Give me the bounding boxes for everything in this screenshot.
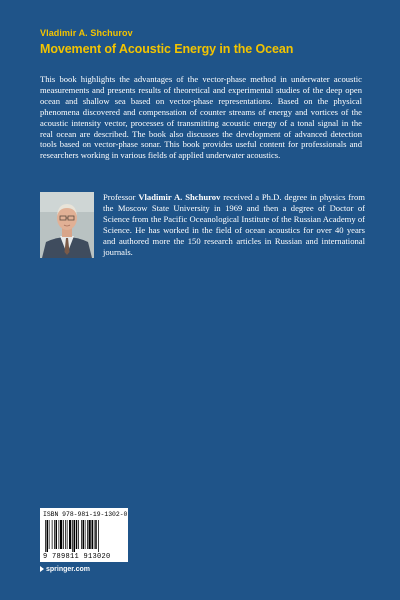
barcode-digits: 9 789811 913020	[43, 553, 111, 561]
publisher-website	[40, 566, 90, 573]
isbn-barcode	[40, 508, 128, 562]
book-description: This book highlights the advantages of the vector-phase method in underwater acoustic measurements and presents results of theoretical and experimental studies of the deep open ocean and shallow sea based on vector-phase representations. Based on the physical phenomena discovered and compensation of counter streams of energy and vortices of the acoustic intensity vector, processes of transmitting acoustic energy of a tonal signal in the real ocean are described. The book also discusses the development of advanced detection tools based on vector-phase sonar. This book provides useful content for professionals and researchers working in various fields of applied underwater acoustics.	[40, 74, 362, 161]
bio-author-name: Vladimir A. Shchurov	[138, 192, 221, 202]
bio-prefix: Professor	[103, 192, 139, 202]
author-bio	[103, 192, 365, 257]
barcode-bars	[44, 520, 124, 552]
author-name: Vladimir A. Shchurov	[40, 28, 133, 38]
author-portrait-illustration	[40, 192, 94, 258]
website-text: springer.com	[46, 566, 90, 573]
bio-text: received a Ph.D. degree in physics from the Moscow State University in 1969 and then a degree of Doctor of Science from the Pacific Oceanological Institute of the Russian Academy of Science. He has worked in the field of ocean acoustics for over 40 years and authored more the 150 research articles in Russian and international journals.	[103, 192, 365, 257]
author-photo	[40, 192, 94, 258]
isbn-number: ISBN 978-981-19-1302-0	[43, 511, 128, 518]
book-title: Movement of Acoustic Energy in the Ocean	[40, 42, 294, 56]
arrow-right-icon	[40, 566, 44, 572]
